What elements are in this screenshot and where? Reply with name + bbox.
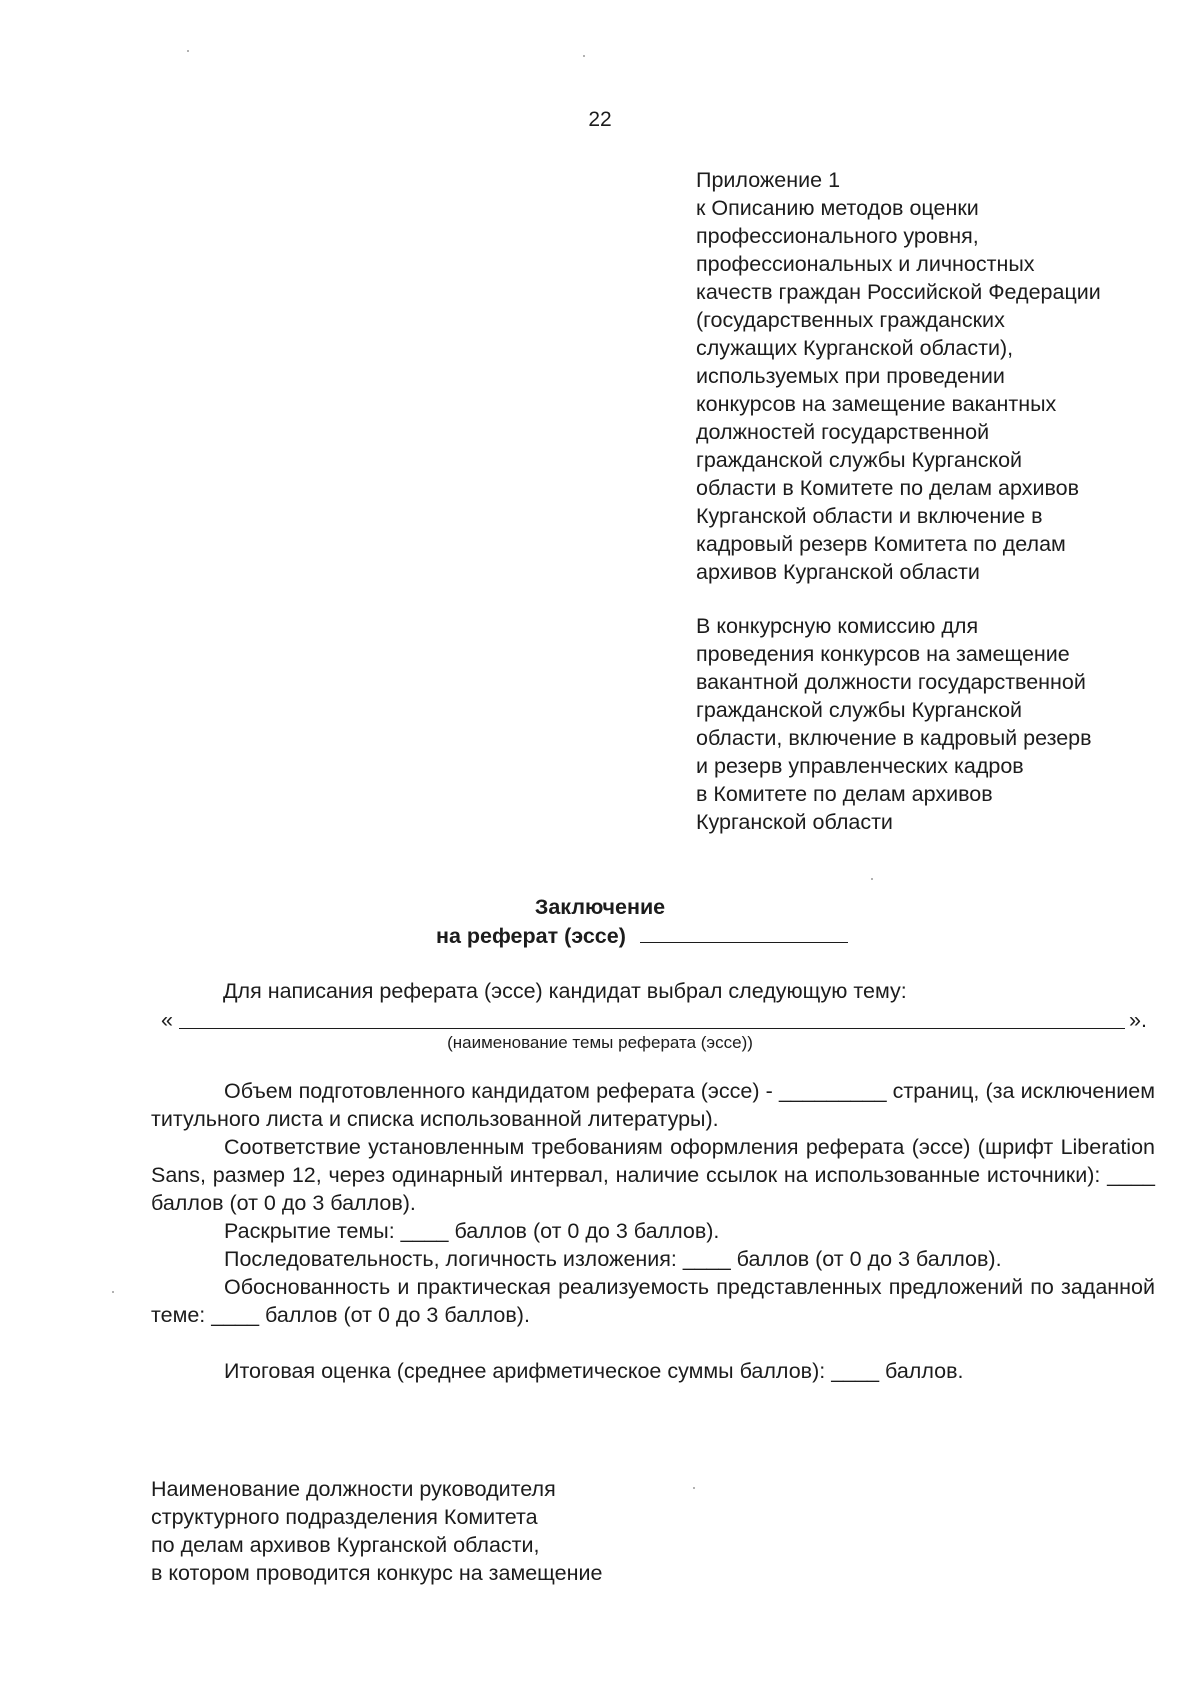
addressee-line: Курганской области (696, 810, 893, 834)
disclosure-paragraph: Раскрытие темы: ____ баллов (от 0 до 3 баллов). (224, 1219, 720, 1243)
appendix-line: качеств граждан Российской Федерации (696, 280, 1101, 304)
appendix-line: архивов Курганской области (696, 560, 980, 584)
addressee-line: проведения конкурсов на замещение (696, 642, 1070, 666)
topic-intro: Для написания реферата (эссе) кандидат выбрал следующую тему: (223, 979, 907, 1003)
addressee-line: вакантной должности государственной (696, 670, 1086, 694)
appendix-line: к Описанию методов оценки (696, 196, 979, 220)
validity-paragraph: Обоснованность и практическая реализуемость представленных предложений по заданной теме: ____ баллов (от 0 до 3 баллов). (151, 1275, 1155, 1327)
appendix-line: должностей государственной (696, 420, 990, 444)
open-quote: « (161, 1008, 173, 1032)
appendix-header (696, 166, 1166, 586)
close-quote: ». (1129, 1008, 1147, 1032)
appendix-line: профессиональных и личностных (696, 252, 1035, 276)
scan-speck (583, 55, 585, 57)
addressee-line: и резерв управленческих кадров (696, 754, 1024, 778)
signature-line: по делам архивов Курганской области, (151, 1533, 540, 1557)
page-number: 22 (588, 108, 612, 131)
signature-line: Наименование должности руководителя (151, 1477, 556, 1501)
appendix-line: служащих Курганской области), (696, 336, 1014, 360)
scan-speck (187, 50, 189, 52)
appendix-line: (государственных гражданских (696, 308, 1005, 332)
topic-blank-line (179, 1028, 1125, 1029)
total-score: Итоговая оценка (среднее арифметическое суммы баллов): ____ баллов. (224, 1359, 964, 1383)
appendix-line: Приложение 1 (696, 168, 841, 192)
appendix-line: гражданской службы Курганской (696, 448, 1023, 472)
appendix-line: профессионального уровня, (696, 224, 979, 248)
formatting-paragraph: Соответствие установленным требованиям оформления реферата (эссе) (шрифт Liberation Sans, размер 12, через одинарный интервал, наличие ссылок на использованные источники): ____ баллов (от 0 до 3 баллов). (151, 1135, 1155, 1215)
addressee-line: в Комитете по делам архивов (696, 782, 993, 806)
appendix-line: области в Комитете по делам архивов (696, 476, 1080, 500)
signature-line: в котором проводится конкурс на замещение (151, 1561, 603, 1585)
subtitle-blank-line (640, 922, 848, 943)
appendix-line: конкурсов на замещение вакантных (696, 392, 1057, 416)
document-title: Заключение (534, 895, 666, 919)
scan-speck (693, 1487, 695, 1489)
document-subtitle (436, 922, 848, 950)
addressee-line: гражданской службы Курганской (696, 698, 1023, 722)
signature-block (151, 1475, 751, 1587)
volume-paragraph: Объем подготовленного кандидатом реферата (эссе) - _________ страниц, (за исключением титульного листа и списка использованной литературы). (151, 1079, 1155, 1131)
appendix-line: кадровый резерв Комитета по делам (696, 532, 1066, 556)
appendix-line: используемых при проведении (696, 364, 1005, 388)
scan-speck (871, 878, 873, 880)
evaluation-criteria (151, 1077, 1155, 1329)
topic-caption: (наименование темы реферата (эссе)) (447, 1033, 753, 1052)
subtitle-text: на реферат (эссе) (436, 924, 626, 948)
logic-paragraph: Последовательность, логичность изложения: ____ баллов (от 0 до 3 баллов). (224, 1247, 1002, 1271)
addressee-block (696, 612, 1166, 836)
topic-fill-line (161, 1006, 1161, 1034)
addressee-line: В конкурсную комиссию для (696, 614, 979, 638)
signature-line: структурного подразделения Комитета (151, 1505, 538, 1529)
addressee-line: области, включение в кадровый резерв (696, 726, 1092, 750)
scan-speck (112, 1291, 114, 1293)
appendix-line: Курганской области и включение в (696, 504, 1043, 528)
